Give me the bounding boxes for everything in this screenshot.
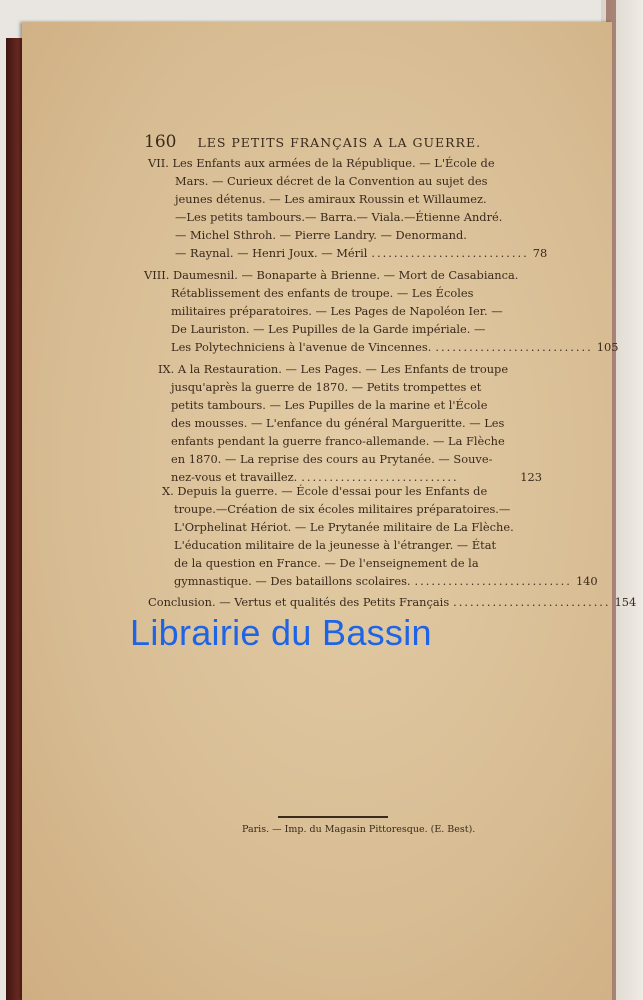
toc-line: Mars. — Curieux décret de la Convention au sujet des [175,174,488,188]
toc-line: — Michel Sthroh. — Pierre Landry. — Denormand. [175,228,467,242]
toc-line: nez-vous et travaillez. [171,470,298,484]
printer-imprint: Paris. — Imp. du Magasin Pittoresque. (E. Best). [242,824,476,835]
toc-line: gymnastique. — Des bataillons scolaires. [174,574,411,588]
toc-page-number: 78 [532,246,548,260]
page-number: 160 [144,132,177,152]
toc-line: en 1870. — La reprise des cours au Prytanée. — Souve- [171,452,493,466]
running-title: LES PETITS FRANÇAIS A LA GUERRE. [197,135,482,150]
toc-page-number: 140 [575,574,598,588]
toc-entry-viii: VIII. Daumesnil. — Bonaparte à Brienne. — Mort de Casabianca. Rétablissement des enfants de troupe. — Les Écoles militaires préparatoires. — Les Pages de Napoléon Ier. — De Lauriston. — Les Pupilles de la Garde impériale. — Les Polytechniciens à l'avenue de Vincennes. ............................ 105 [144,268,619,354]
toc-line: de la question en France. — De l'enseignement de la [174,556,479,570]
book-page [22,22,637,1000]
toc-line: De Lauriston. — Les Pupilles de la Garde impériale. — [171,322,486,336]
toc-line: —Les petits tambours.— Barra.— Viala.—Étienne André. [175,210,503,224]
toc-line: — Raynal. — Henri Joux. — Méril [175,246,368,260]
toc-page-number: 154 [614,595,637,609]
toc-entry-conclusion: Conclusion. — Vertus et qualités des Petits Français ............................ 154 [148,595,637,609]
toc-line: jusqu'après la guerre de 1870. — Petits trompettes et [171,380,482,394]
toc-line: VII. Les Enfants aux armées de la République. — L'École de [148,156,495,170]
toc-page-number: 105 [596,340,619,354]
watermark: Librairie du Bassin [130,612,432,653]
toc-line: L'éducation militaire de la jeunesse à l'étranger. — État [174,538,497,552]
toc-entry-vii: VII. Les Enfants aux armées de la République. — L'École de Mars. — Curieux décret de la Convention au sujet des jeunes détenus. — Les amiraux Roussin et Willaumez. —Les petits tambours.— Barra.— Viala.—Étienne André. — Michel Sthroh. — Pierre Landry. — Denormand. — Raynal. — Henri Joux. — Méril ............................ 78 [148,156,548,260]
toc-line: X. Depuis la guerre. — École d'essai pour les Enfants de [162,484,488,498]
page-header [144,132,564,152]
toc-line: Les Polytechniciens à l'avenue de Vincennes. [171,340,432,354]
toc-line: troupe.—Création de six écoles militaires préparatoires.— [174,502,511,516]
toc-line: VIII. Daumesnil. — Bonaparte à Brienne. — Mort de Casabianca. [144,268,519,282]
toc-line: jeunes détenus. — Les amiraux Roussin et Willaumez. [175,192,487,206]
toc-line: IX. A la Restauration. — Les Pages. — Les Enfants de troupe [158,362,509,376]
toc-line: militaires préparatoires. — Les Pages de Napoléon Ier. — [171,304,503,318]
footer-rule [278,816,388,818]
toc-line: Conclusion. — Vertus et qualités des Petits Français [148,595,450,609]
toc-line: petits tambours. — Les Pupilles de la marine et l'École [171,398,488,412]
toc-line: des mousses. — L'enfance du général Margueritte. — Les [171,416,505,430]
toc-entry-ix: IX. A la Restauration. — Les Pages. — Les Enfants de troupe jusqu'après la guerre de 1870. — Petits trompettes et petits tambours. — Les Pupilles de la marine et l'École des mousses. — L'enfance du général Margueritte. — Les enfants pendant la guerre franco-allemande. — La Flèche en 1870. — La reprise des cours au Prytanée. — Souve- nez-vous et travaillez. ............................ 123 [158,362,542,484]
toc-line: L'Orphelinat Hériot. — Le Prytanée militaire de La Flèche. [174,520,514,534]
toc-page-number: 123 [520,470,542,484]
toc-entry-x: X. Depuis la guerre. — École d'essai pour les Enfants de troupe.—Création de six écoles militaires préparatoires.— L'Orphelinat Hériot. — Le Prytanée militaire de La Flèche. L'éducation militaire de la jeunesse à l'étranger. — État de la question en France. — De l'enseignement de la gymnastique. — Des bataillons scolaires. ............................ 140 [162,484,598,588]
toc-line: Rétablissement des enfants de troupe. — Les Écoles [171,286,474,300]
toc-line: enfants pendant la guerre franco-allemande. — La Flèche [171,434,505,448]
